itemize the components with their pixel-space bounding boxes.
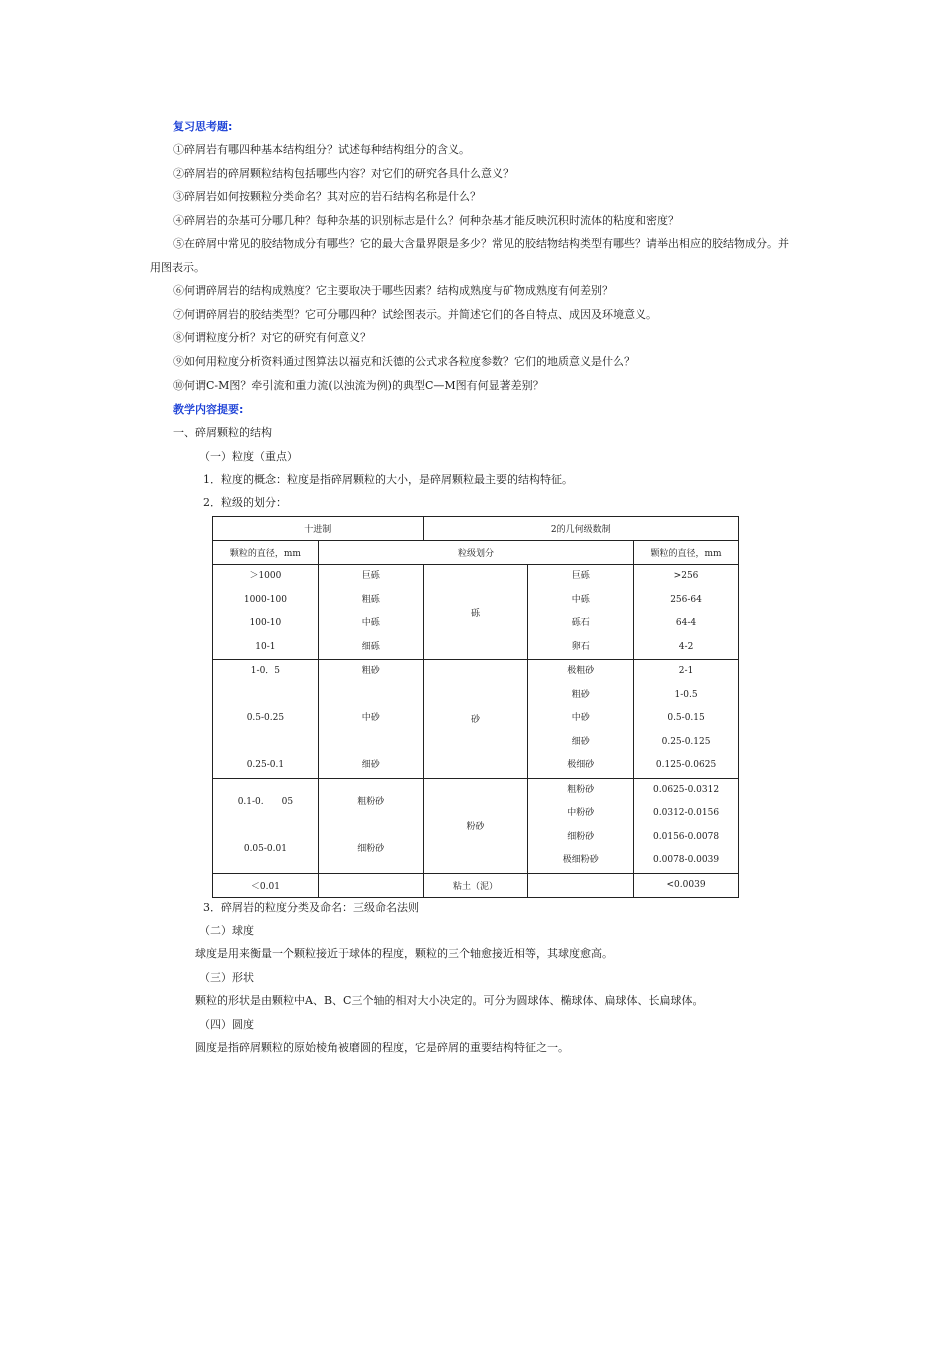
review-question-6: ⑥何谓碎屑岩的结构成熟度？它主要取决于哪些因素？结构成熟度与矿物成熟度有何差别？ xyxy=(173,284,613,297)
sand-dec-name: 粗砂 xyxy=(361,666,380,676)
review-question-10: ⑩何谓C-M图？牵引流和重力流(以浊流为例)的典型C—M图有何显著差别？ xyxy=(173,379,544,392)
gravel-dec-size: 100-10 xyxy=(249,618,282,628)
col-class: 粒级划分 xyxy=(318,541,633,565)
review-question-4: ④碎屑岩的杂基可分哪几种？每种杂基的识别标志是什么？何种杂基才能反映沉积时流体的粘度和密度？ xyxy=(173,214,679,227)
silt-geo-size: 0.0625-0.0312 xyxy=(653,784,720,795)
review-question-3: ③碎屑岩如何按颗粒分类命名？其对应的岩石结构名称是什么？ xyxy=(173,190,481,203)
gravel-dec-size: 10-1 xyxy=(255,641,276,652)
gravel-geo-size: 64-4 xyxy=(675,618,697,628)
gravel-dec-size: ＞1000 xyxy=(249,571,282,581)
sand-dec-name: 中砂 xyxy=(361,713,380,723)
sand-geo-name: 极细砂 xyxy=(567,760,595,770)
sand-geo-name: 粗砂 xyxy=(571,689,590,700)
silt-geo-name: 细粉砂 xyxy=(567,831,595,842)
sand-dec-size xyxy=(213,731,318,755)
gravel-dec-size: 1000-100 xyxy=(243,594,287,605)
gravel-dec-name: 粗砾 xyxy=(361,594,380,605)
gravel-geo-size: >256 xyxy=(673,571,699,581)
table-header-row xyxy=(213,517,739,541)
col-diameter: 颗粒的直径，mm xyxy=(213,541,319,565)
item-grain-size-concept: 1．粒度的概念：粒度是指碎屑颗粒的大小，是碎屑颗粒最主要的结构特征。 xyxy=(203,473,573,486)
subsection-roundness: （四）圆度 xyxy=(199,1018,254,1031)
gravel-dec-name: 巨砾 xyxy=(361,571,380,581)
gravel-geo-name: 砾石 xyxy=(571,618,590,628)
clay-dec-size: ＜0.01 xyxy=(213,873,319,897)
review-question-5-continuation: 用图表示。 xyxy=(150,261,205,274)
sand-dec-name: 细砂 xyxy=(361,760,380,770)
subsection-shape: （三）形状 xyxy=(199,971,254,984)
sand-dec-size: 0.5-0.25 xyxy=(246,713,285,723)
gravel-geo-name: 中砾 xyxy=(571,594,590,605)
silt-dec-name: 粗粉砂 xyxy=(357,796,385,807)
silt-dec-size: 0.05-0.01 xyxy=(243,843,287,854)
review-question-8: ⑧何谓粒度分析？对它的研究有何意义？ xyxy=(173,331,371,344)
gravel-group: 砾 xyxy=(423,565,528,660)
header-decimal: 十进制 xyxy=(213,517,424,541)
gravel-geo-name: 卵石 xyxy=(571,641,590,652)
sand-dec-size: 0.25-0.1 xyxy=(246,760,285,770)
sand-dec-name xyxy=(319,731,423,755)
clay-geo-size: <0.0039 xyxy=(634,873,739,897)
sand-geo-size: 0.125-0.0625 xyxy=(655,760,717,770)
sand-geo-name: 极粗砂 xyxy=(567,666,595,676)
gravel-dec-name: 中砾 xyxy=(361,618,380,628)
clay-dec-name-empty xyxy=(318,873,423,897)
sand-group: 砂 xyxy=(423,660,528,779)
subsection-sphericity: （二）球度 xyxy=(199,924,254,937)
review-question-9: ⑨如何用粒度分析资料通过图算法以福克和沃德的公式求各粒度参数？它们的地质意义是什么？ xyxy=(173,355,635,368)
silt-geo-size: 0.0312-0.0156 xyxy=(653,808,720,818)
shape-text: 颗粒的形状是由颗粒中A、B、C三个轴的相对大小决定的。可分为圆球体、椭球体、扁球体、长扁球体。 xyxy=(195,994,704,1007)
silt-dec-size: 0.1-0. 05 xyxy=(237,796,294,807)
item-grain-class: 2．粒级的划分： xyxy=(203,496,287,509)
sand-geo-size: 0.5-0.15 xyxy=(667,713,705,723)
sand-dec-size xyxy=(213,684,318,708)
sand-geo-size: 0.25-0.125 xyxy=(661,736,711,747)
col-diameter-geometric: 颗粒的直径，mm xyxy=(634,541,739,565)
silt-geo-name: 极细粉砂 xyxy=(562,855,599,865)
silt-geo-size: 0.0156-0.0078 xyxy=(653,831,720,842)
table-subheader-row xyxy=(213,541,739,565)
sand-geo-size: 2-1 xyxy=(678,666,694,676)
roundness-text: 圆度是指碎屑颗粒的原始棱角被磨圆的程度，它是碎屑的重要结构特征之一。 xyxy=(195,1041,569,1054)
gravel-geo-name: 巨砾 xyxy=(571,571,590,581)
subsection-grain-size: （一）粒度（重点） xyxy=(199,450,298,463)
sand-dec-name xyxy=(319,684,423,708)
table-row-clay xyxy=(213,873,739,897)
grain-size-table xyxy=(212,516,739,898)
item-classification: 3．碎屑岩的粒度分类及命名：三级命名法则 xyxy=(203,901,419,914)
gravel-dec-name: 细砾 xyxy=(361,641,380,652)
gravel-geo-size: 256-64 xyxy=(670,594,702,605)
silt-geo-name: 中粉砂 xyxy=(567,808,595,818)
silt-geo-size: 0.0078-0.0039 xyxy=(653,855,720,865)
sand-geo-size: 1-0.5 xyxy=(674,689,698,700)
review-question-1: ①碎屑岩有哪四种基本结构组分？试述每种结构组分的含义。 xyxy=(173,143,470,156)
review-question-2: ②碎屑岩的碎屑颗粒结构包括哪些内容？对它们的研究各具什么意义？ xyxy=(173,167,514,180)
sphericity-text: 球度是用来衡量一个颗粒接近于球体的程度，颗粒的三个轴愈接近相等，其球度愈高。 xyxy=(195,947,613,960)
clay-group: 粘土（泥） xyxy=(423,873,528,897)
review-question-5: ⑤在碎屑中常见的胶结物成分有哪些？它的最大含量界限是多少？常见的胶结物结构类型有哪些？请举出相应的胶结物成分。并 xyxy=(173,237,789,250)
silt-geo-name: 粗粉砂 xyxy=(567,784,595,795)
teaching-heading: 教学内容提要: xyxy=(173,403,244,416)
clay-geo-name-empty xyxy=(528,873,634,897)
table-row-silt xyxy=(213,778,739,873)
table-row-sand xyxy=(213,660,739,779)
silt-group: 粉砂 xyxy=(423,778,528,873)
gravel-geo-size: 4-2 xyxy=(678,641,694,652)
sand-dec-size: 1-0．5 xyxy=(250,666,281,676)
section-title: 一、碎屑颗粒的结构 xyxy=(173,426,272,439)
review-heading: 复习思考题: xyxy=(173,120,233,133)
table-row-gravel xyxy=(213,565,739,660)
sand-geo-name: 细砂 xyxy=(571,736,590,747)
review-question-7: ⑦何谓碎屑岩的胶结类型？它可分哪四种？试绘图表示。并简述它们的各自特点、成因及环境意义。 xyxy=(173,308,657,321)
sand-geo-name: 中砂 xyxy=(571,713,590,723)
header-geometric: 2的几何级数制 xyxy=(423,517,738,541)
silt-dec-name: 细粉砂 xyxy=(357,843,385,854)
